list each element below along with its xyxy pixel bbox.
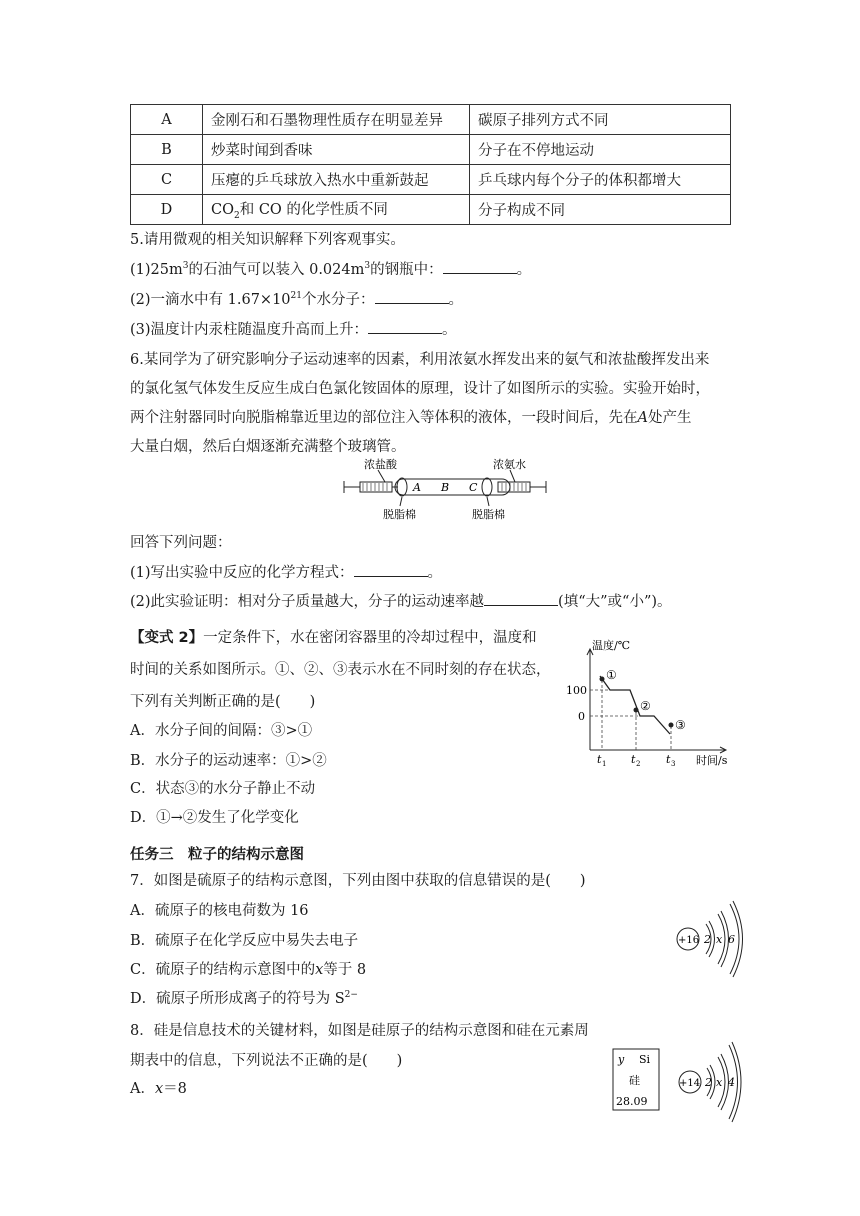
x-tick-t3: t: [666, 753, 671, 766]
var2-option-c: C．状态③的水分子静止不动: [130, 781, 316, 797]
text: C．硫原子的结构示意图中的: [130, 962, 316, 978]
sup: 21: [290, 291, 302, 302]
table-row: [131, 165, 731, 195]
answer-blank[interactable]: [354, 562, 428, 577]
text: A．: [130, 1081, 155, 1097]
text: 等于 8: [323, 962, 367, 978]
state-3-label: ③: [675, 718, 686, 732]
text: (3)温度计内汞柱随温度升高而上升：: [130, 322, 369, 338]
x-tick-t2: t: [631, 753, 636, 766]
text: (1)写出实验中反应的化学方程式：: [130, 565, 354, 581]
q8-line-2: 期表中的信息，下列说法不正确的是( ): [130, 1053, 403, 1069]
row-fact: 金刚石和石墨物理性质存在明显差异: [203, 105, 470, 135]
table-row: [131, 195, 731, 225]
text: 的钢瓶中：: [370, 262, 443, 278]
sulfur-shell-3: 6: [728, 933, 735, 946]
x-tick-t3-sub: 3: [671, 760, 676, 768]
text: (填“大”或“小”)。: [558, 594, 672, 610]
left-cotton: [397, 478, 407, 496]
q8-line-1: 8．硅是信息技术的关键材料，如图是硅原子的结构示意图和硅在元素周: [130, 1023, 589, 1039]
q6-line-2: 的氯化氢气体发生反应生成白色氯化铵固体的原理，设计了如图所示的实验。实验开始时，: [130, 381, 710, 397]
text: 。: [516, 262, 532, 278]
var2-line-1: [130, 626, 537, 647]
text: (2)一滴水中有 1.67×10: [130, 292, 291, 308]
row-letter: B: [131, 135, 203, 165]
text: D．硫原子所形成离子的符号为 S: [130, 991, 345, 1007]
var2-option-b: B．水分子的运动速率：①>②: [130, 753, 327, 769]
label-a: A: [413, 481, 421, 494]
sup: 3: [182, 261, 189, 272]
y-tick-0: 0: [578, 710, 585, 723]
q5-item-2: [130, 288, 463, 309]
label-cotton-right: 脱脂棉: [472, 508, 505, 521]
q6-line-4: 大量白烟，然后白烟逐渐充满整个玻璃管。: [130, 439, 406, 455]
element-name: 硅: [629, 1074, 640, 1087]
y-tick-100: 100: [566, 684, 587, 697]
sulfur-atom-diagram: [672, 898, 744, 978]
text: (1)25m: [130, 262, 183, 278]
text: 个水分子：: [302, 292, 375, 308]
label-c: C: [469, 481, 478, 494]
fact-part: CO: [211, 202, 234, 219]
text: x: [154, 1081, 164, 1097]
var2-line-3: 下列有关判断正确的是( ): [130, 694, 316, 710]
var2-line-2: 时间的关系如图所示。①、②、③表示水在不同时刻的存在状态，: [130, 662, 551, 678]
variant-tag: 【变式 2】: [130, 630, 204, 646]
text: ＝8: [163, 1081, 187, 1097]
row-explain: 碳原子排列方式不同: [470, 105, 731, 135]
atomic-mass: 28.09: [616, 1095, 648, 1108]
x-tick-t1: t: [597, 753, 602, 766]
state-2-dot: [634, 708, 639, 713]
q7-option-d: [130, 987, 358, 1008]
row-explain: 分子在不停地运动: [470, 135, 731, 165]
sulfur-shell-1: 2: [704, 933, 711, 946]
row-fact: [203, 195, 470, 225]
row-explain: 乒乓球内每个分子的体积都增大: [470, 165, 731, 195]
silicon-shell-1: 2: [705, 1076, 712, 1089]
q7-stem: 7．如图是硫原子的结构示意图，下列由图中获取的信息错误的是( ): [130, 873, 586, 889]
state-2-label: ②: [640, 699, 651, 713]
label-nh3: 浓氨水: [493, 458, 526, 471]
q6-answer-prompt: 回答下列问题：: [130, 535, 232, 551]
text: (2)此实验证明：相对分子质量越大，分子的运动速率越: [130, 594, 485, 610]
text: 。: [442, 322, 457, 338]
q8-option-a: [130, 1077, 187, 1098]
q6-line-3: [130, 406, 691, 427]
atomic-number: y: [618, 1053, 625, 1066]
text: x: [315, 962, 324, 978]
row-letter: D: [131, 195, 203, 225]
sulfur-nucleus-charge: +16: [678, 935, 700, 946]
var2-option-d: D．①→②发生了化学变化: [130, 810, 299, 826]
q7-option-b: B．硫原子在化学反应中易失去电子: [130, 933, 359, 949]
silicon-shell-3: 4: [728, 1076, 735, 1089]
task3-title: 任务三 粒子的结构示意图: [130, 847, 304, 863]
q6-item-1: [130, 561, 442, 582]
right-cotton: [482, 478, 492, 496]
silicon-nucleus-charge: +14: [679, 1078, 701, 1089]
label-hcl: 浓盐酸: [364, 458, 397, 471]
silicon-shell-2: x: [716, 1076, 723, 1089]
temperature-curve: [600, 676, 670, 734]
x-tick-t2-sub: 2: [636, 760, 641, 768]
silicon-element-cell: [612, 1048, 660, 1112]
var2-option-a: A．水分子间的间隔：③>①: [130, 723, 313, 739]
state-1-label: ①: [606, 668, 617, 682]
row-letter: C: [131, 165, 203, 195]
state-3-dot: [669, 723, 674, 728]
tube-experiment-figure: [340, 456, 550, 522]
text: 的石油气可以装入 0.024m: [188, 262, 365, 278]
sulfur-shell-2: x: [716, 933, 723, 946]
table-row: [131, 105, 731, 135]
q7-option-a: A．硫原子的核电荷数为 16: [130, 903, 309, 919]
text: 处产生: [647, 410, 692, 426]
answer-blank[interactable]: [368, 319, 442, 334]
options-table: [130, 104, 731, 225]
answer-blank[interactable]: [484, 591, 558, 606]
answer-blank[interactable]: [443, 259, 517, 274]
q5-item-1: [130, 258, 531, 279]
silicon-atom-diagram: [676, 1040, 742, 1124]
x-tick-t1-sub: 1: [602, 760, 607, 768]
fact-subscript: 2: [233, 210, 240, 221]
row-letter: A: [131, 105, 203, 135]
table-row: [131, 135, 731, 165]
text: A: [637, 410, 648, 426]
row-explain: 分子构成不同: [470, 195, 731, 225]
q7-option-c: [130, 958, 366, 979]
y-axis-label: 温度/℃: [592, 639, 631, 652]
label-b: B: [441, 481, 450, 494]
row-fact: 炒菜时闻到香味: [203, 135, 470, 165]
sup: 2−: [344, 990, 358, 1001]
element-symbol: Si: [639, 1053, 651, 1066]
text: 一定条件下，水在密闭容器里的冷却过程中，温度和: [203, 630, 537, 646]
q6-line-1: 6.某同学为了研究影响分子运动速率的因素，利用浓氨水挥发出来的氨气和浓盐酸挥发出来: [130, 352, 710, 368]
q6-item-2: [130, 590, 672, 611]
text: 两个注射器同时向脱脂棉靠近里边的部位注入等体积的液体，一段时间后，先在: [130, 410, 638, 426]
state-1-dot: [600, 677, 605, 682]
fact-part: 和 CO 的化学性质不同: [239, 202, 388, 219]
label-cotton-left: 脱脂棉: [383, 508, 416, 521]
x-axis-label: 时间/s: [696, 754, 728, 767]
row-fact: 压瘪的乒乓球放入热水中重新鼓起: [203, 165, 470, 195]
cooling-curve-chart: [562, 632, 742, 772]
sup: 3: [364, 261, 371, 272]
text: 。: [427, 565, 443, 581]
q5-stem: 5.请用微观的相关知识解释下列客观事实。: [130, 232, 405, 248]
q5-item-3: [130, 318, 457, 339]
answer-blank[interactable]: [375, 289, 449, 304]
text: 。: [448, 292, 463, 308]
